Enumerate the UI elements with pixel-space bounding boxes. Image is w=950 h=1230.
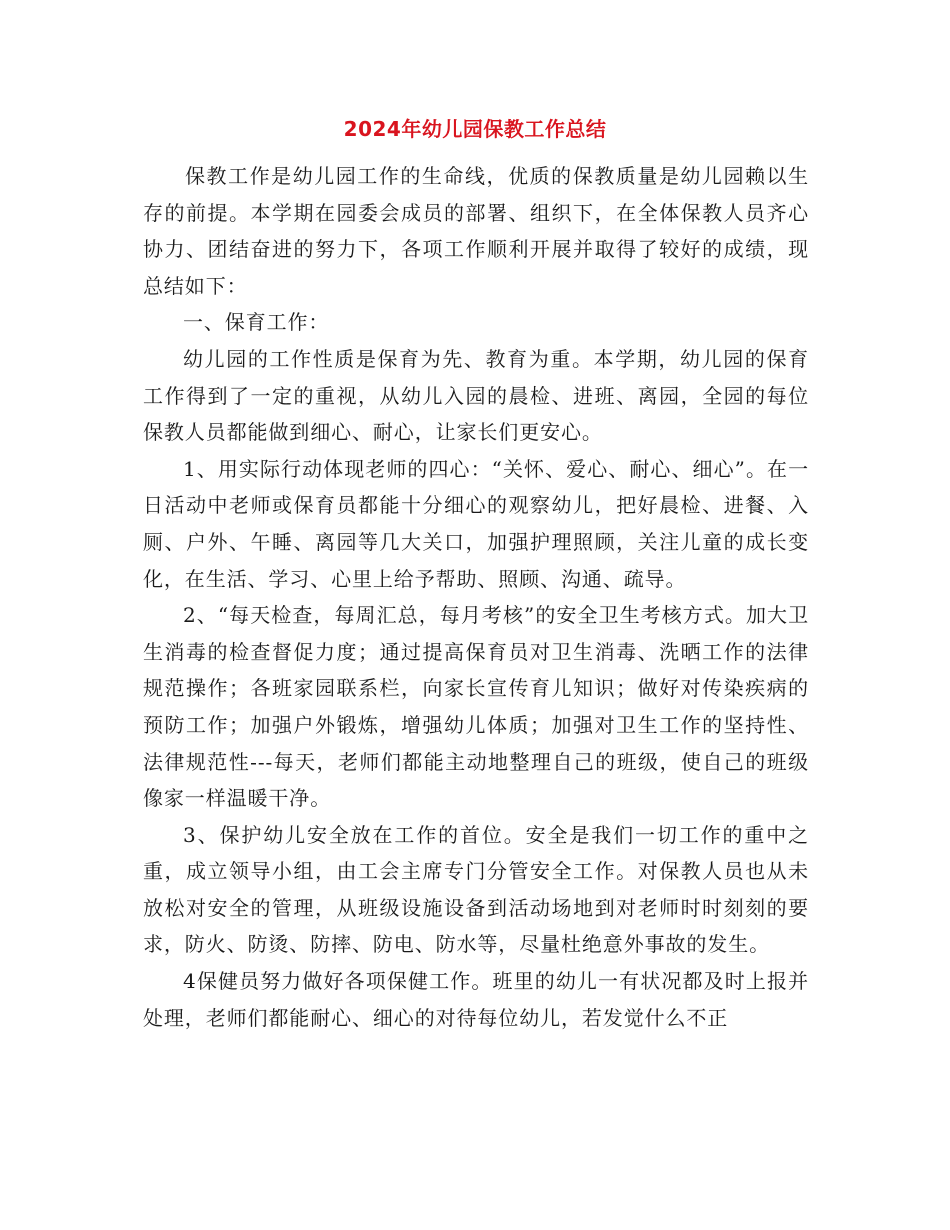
document-body [143,158,809,1036]
paragraph-item-1: 1、用实际行动体现老师的四心：“关怀、爱心、耐心、细心”。在一日活动中老师或保育员都能十分细心的观察幼儿，把好晨检、进餐、入厕、户外、午睡、离园等几大关口，加强护理照顾，关注儿童的成长变化，在生活、学习、心里上给予帮助、照顾、沟通、疏导。 [143,456,809,591]
paragraph-item-2: 2、“每天检查，每周汇总，每月考核”的安全卫生考核方式。加大卫生消毒的检查督促力度；通过提高保育员对卫生消毒、洗晒工作的法律规范操作；各班家园联系栏，向家长宣传育儿知识；做好对传染疾病的预防工作；加强户外锻炼，增强幼儿体质；加强对卫生工作的坚持性、法律规范性---每天，老师们都能主动地整理自己的班级，使自己的班级像家一样温暖干净。 [143,603,809,811]
section-heading-childcare: 一、保育工作： [183,310,330,335]
paragraph-childcare-overview: 幼儿园的工作性质是保育为先、教育为重。本学期，幼儿园的保育工作得到了一定的重视，从幼儿入园的晨检、进班、离园，全园的每位保教人员都能做到细心、耐心，让家长们更安心。 [143,346,809,445]
document-title: 2024年幼儿园保教工作总结 [343,117,607,141]
paragraph-intro: 保教工作是幼儿园工作的生命线，优质的保教质量是幼儿园赖以生存的前提。本学期在园委会成员的部署、组织下，在全体保教人员齐心协力、团结奋进的努力下，各项工作顺利开展并取得了较好的成绩，现总结如下： [143,164,809,298]
paragraph-item-4: 4保健员努力做好各项保健工作。班里的幼儿一有状况都及时上报并处理，老师们都能耐心、细心的对待每位幼儿，若发觉什么不正 [143,969,809,1030]
paragraph-item-3: 3、保护幼儿安全放在工作的首位。安全是我们一切工作的重中之重，成立领导小组，由工会主席专门分管安全工作。对保教人员也从未放松对安全的管理，从班级设施设备到活动场地到对老师时时刻刻的要求，防火、防烫、防摔、防电、防水等，尽量杜绝意外事故的发生。 [143,822,809,957]
